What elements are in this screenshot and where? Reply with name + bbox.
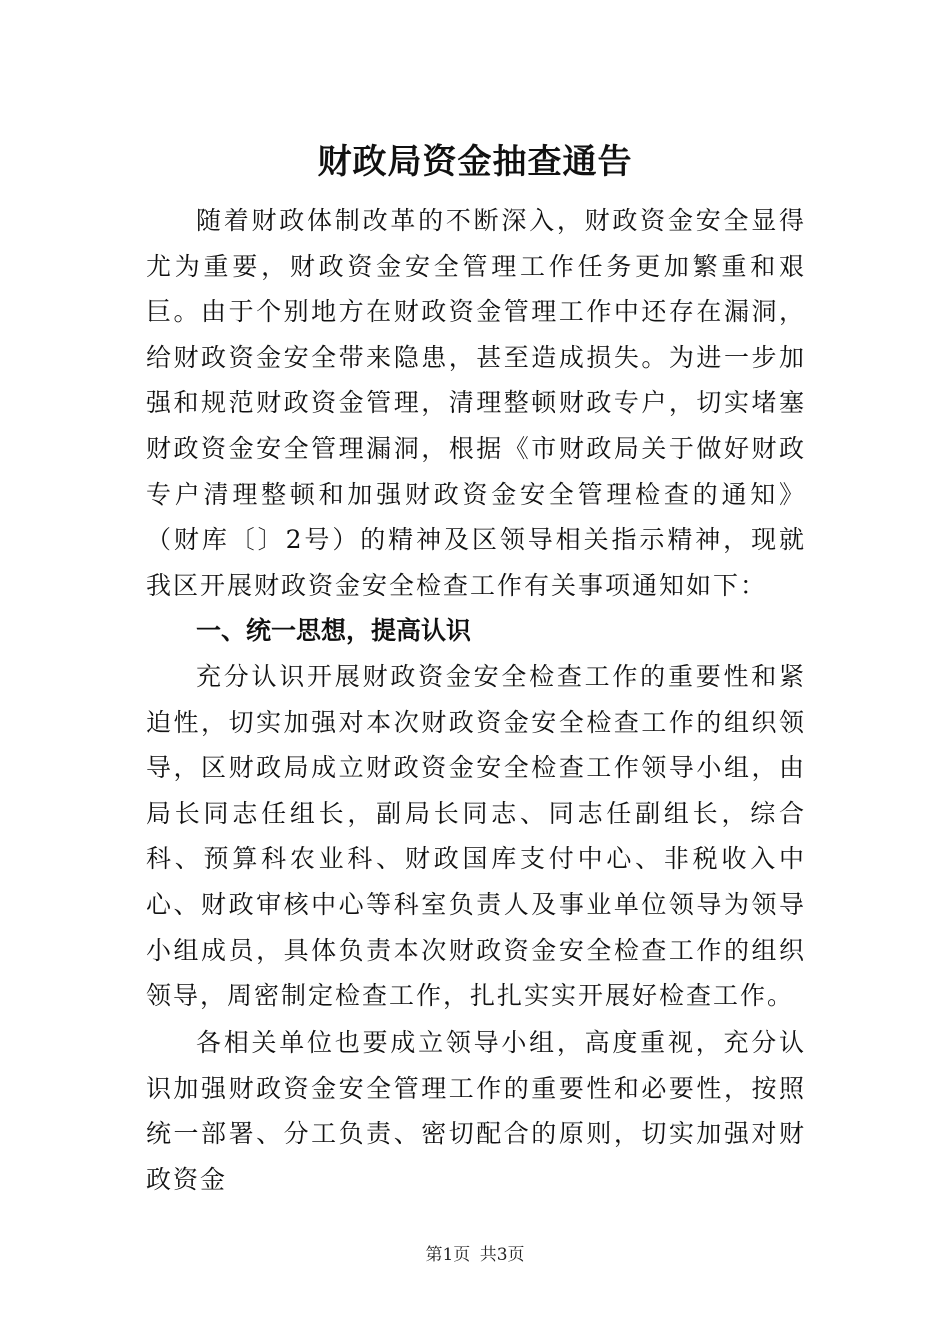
paragraph-2: 充分认识开展财政资金安全检查工作的重要性和紧迫性，切实加强对本次财政资金安全检查工作的组织领导，区财政局成立财政资金安全检查工作领导小组，由局长同志任组长，副局长同志、同志任副组长，综合科、预算科农业科、财政国库支付中心、非税收入中心、财政审核中心等科室负责人及事业单位领导为领导小组成员，具体负责本次财政资金安全检查工作的组织领导，周密制定检查工作，扎扎实实开展好检查工作。: [146, 662, 806, 1011]
paragraph-2-block: [146, 654, 806, 1019]
document-title: 财政局资金抽查通告: [317, 142, 633, 182]
paragraph-3-block: [146, 1020, 806, 1202]
paragraph-3: 各相关单位也要成立领导小组，高度重视，充分认识加强财政资金安全管理工作的重要性和必要性，按照统一部署、分工负责、密切配合的原则，切实加强对财政资金: [146, 1028, 806, 1194]
paragraph-intro-block: [146, 198, 806, 608]
paragraph-intro: 随着财政体制改革的不断深入，财政资金安全显得尤为重要，财政资金安全管理工作任务更加繁重和艰巨。由于个别地方在财政资金管理工作中还存在漏洞，给财政资金安全带来隐患，甚至造成损失。为进一步加强和规范财政资金管理，清理整顿财政专户，切实堵塞财政资金安全管理漏洞，根据《市财政局关于做好财政专户清理整顿和加强财政资金安全管理检查的通知》（财库〔〕2号）的精神及区领导相关指示精神，现就我区开展财政资金安全检查工作有关事项通知如下：: [146, 206, 806, 600]
page-footer: [0, 1240, 950, 1265]
section-heading-1: 一、统一思想，提高认识: [196, 616, 472, 645]
page-number: 第1页: [425, 1245, 471, 1265]
page-total: 共3页: [479, 1245, 525, 1265]
